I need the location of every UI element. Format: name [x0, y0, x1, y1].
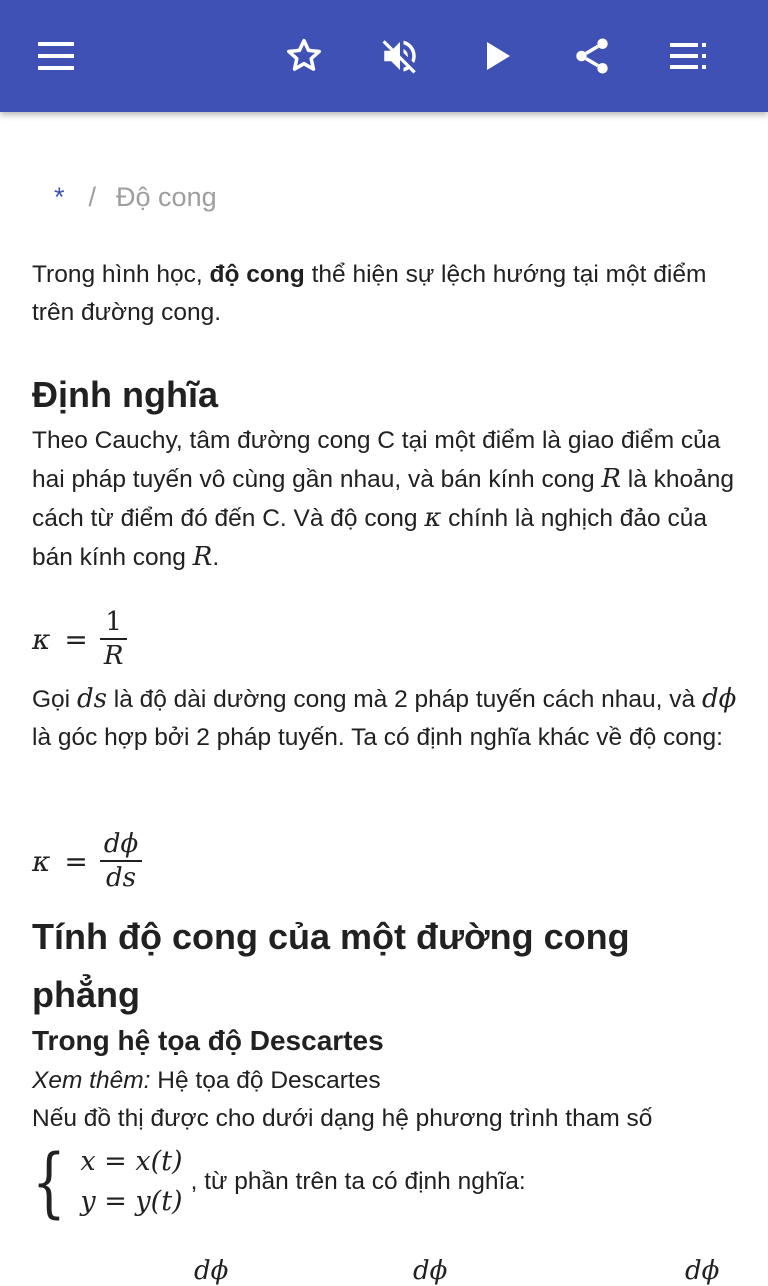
system-rows — [80, 1142, 182, 1222]
app-toolbar — [0, 0, 768, 112]
math-dphi: dϕ — [701, 684, 737, 714]
definition-text: Theo Cauchy, tâm đường cong C tại một điểm là giao điểm của hai pháp tuyến vô cùng gần nhau, và bán kính cong — [32, 427, 721, 493]
system-row-y: y = y(t) — [80, 1186, 183, 1217]
system-row-x: x = x(t) — [80, 1146, 183, 1177]
intro-text: Trong hình học, — [32, 261, 210, 288]
menu-button[interactable] — [28, 28, 84, 84]
formula-fragment-2: dϕ — [413, 1256, 448, 1286]
intro-bold-term: độ cong — [209, 261, 305, 288]
see-also-link[interactable]: Hệ tọa độ Descartes — [150, 1067, 381, 1094]
eq1-numerator: 1 — [105, 607, 122, 637]
section-title-definition: Định nghĩa — [32, 374, 218, 415]
parametric-text-after: , từ phần trên ta có định nghĩa: — [190, 1168, 526, 1195]
alt-definition-paragraph — [32, 680, 738, 757]
subsection-title-descartes: Trong hệ tọa độ Descartes — [32, 1025, 384, 1056]
eq2-equals: = — [64, 844, 88, 878]
definition-text-2: là khoảng cách từ điểm đó đến C. Và độ cong — [32, 466, 735, 532]
eq2-lhs: κ — [32, 844, 51, 878]
equation-kappa-dphi-ds — [32, 828, 142, 894]
formula-fragment-1: dϕ — [194, 1256, 229, 1286]
alt-text: Gọi — [32, 686, 77, 713]
see-also-label: Xem thêm: — [32, 1067, 151, 1094]
breadcrumb-separator: / — [88, 182, 97, 212]
alt-text-2: là độ dài dường cong mà 2 pháp tuyến cách nhau, và — [106, 686, 702, 713]
eq1-lhs: κ — [32, 622, 51, 656]
math-ds: ds — [76, 684, 107, 714]
definition-paragraph — [32, 422, 738, 577]
play-button[interactable] — [470, 28, 526, 84]
play-icon — [483, 40, 513, 72]
parametric-paragraph: Nếu đồ thị được cho dưới dạng hệ phương trình tham số — [32, 1105, 653, 1132]
star-outline-icon — [283, 35, 325, 77]
share-icon — [571, 35, 613, 77]
eq2-denominator: ds — [106, 863, 137, 893]
math-R-2: R — [192, 542, 213, 572]
intro-text-rest: thể hiện sự lệch hướng tại một điểm trên đường cong. — [32, 261, 707, 326]
share-button[interactable] — [564, 28, 620, 84]
breadcrumb — [54, 182, 217, 213]
mute-button[interactable] — [372, 28, 428, 84]
eq1-denominator: R — [103, 641, 124, 671]
definition-text-4: . — [212, 544, 220, 571]
eq2-numerator: dϕ — [103, 829, 139, 859]
section-title-plane-curve: Tính độ cong của một đường cong phẳng — [32, 916, 630, 1015]
alt-text-3: là góc hợp bởi 2 pháp tuyến. Ta có định nghĩa khác về độ cong: — [32, 724, 723, 751]
system-brace: { — [32, 1137, 66, 1226]
see-also-line — [32, 1062, 381, 1100]
definition-text-3: chính là nghịch đảo của bán kính cong — [32, 505, 707, 571]
eq1-equals: = — [64, 622, 88, 656]
breadcrumb-current: Độ cong — [116, 182, 217, 212]
favorite-button[interactable] — [276, 28, 332, 84]
volume-off-icon — [379, 35, 421, 77]
math-kappa: κ — [424, 503, 442, 533]
breadcrumb-home-link[interactable]: * — [54, 182, 65, 212]
formula-fragment-3: dϕ — [685, 1256, 720, 1286]
equation-kappa-1-over-R — [32, 606, 127, 672]
math-R: R — [601, 464, 621, 494]
contents-button[interactable] — [660, 28, 716, 84]
intro-paragraph — [32, 256, 738, 332]
table-of-contents-icon — [668, 42, 708, 70]
eq2-fraction — [100, 828, 142, 894]
eq1-fraction — [100, 606, 128, 672]
parametric-system — [32, 1137, 526, 1226]
hamburger-menu-icon — [36, 41, 76, 71]
